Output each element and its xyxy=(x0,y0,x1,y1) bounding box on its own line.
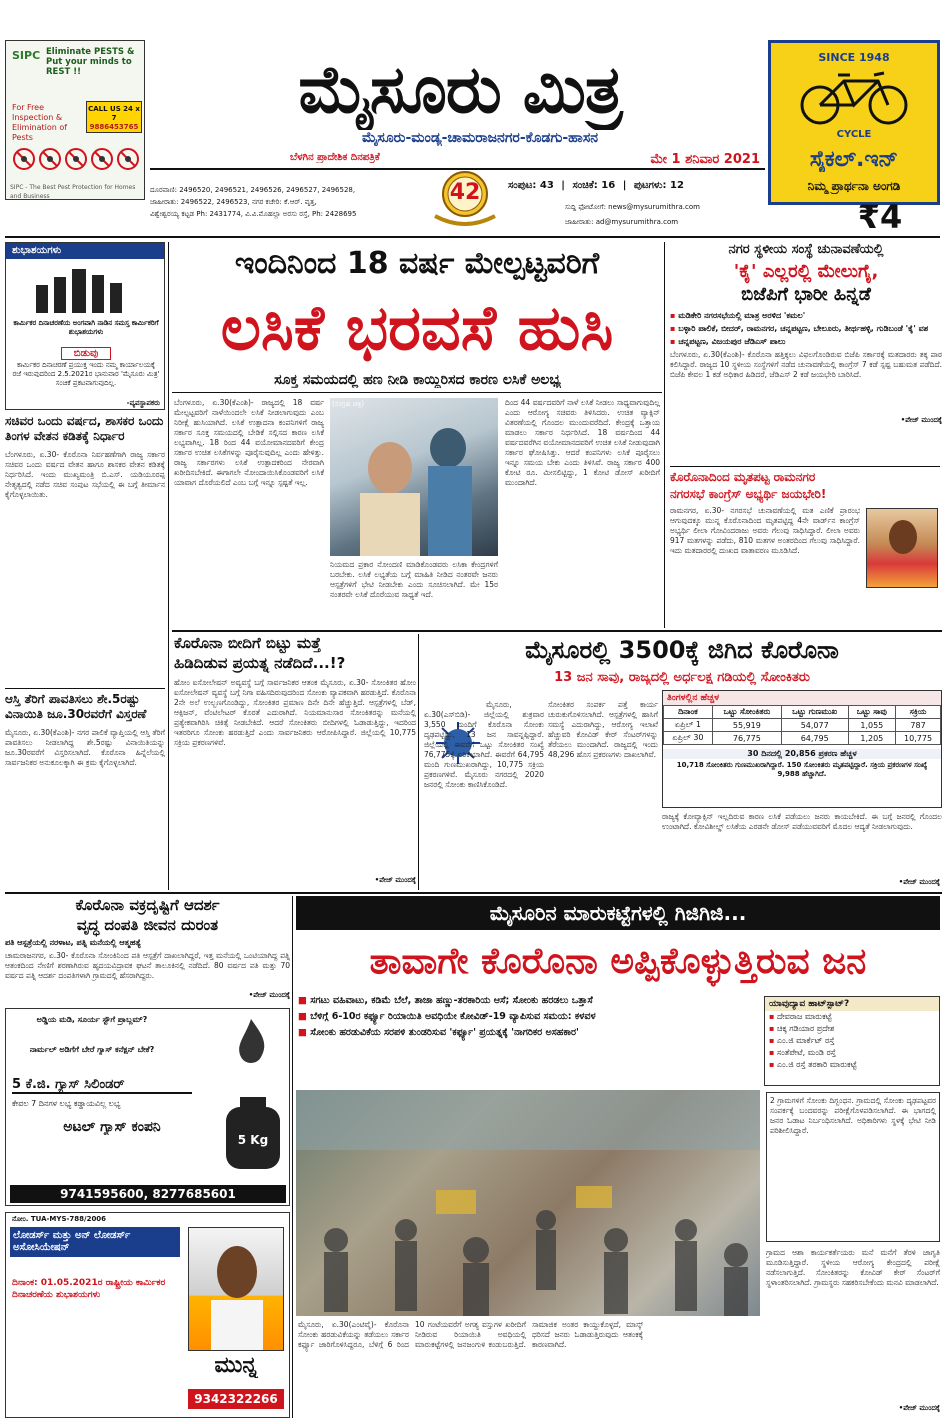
pest-ad-offer: For Free Inspection & Elimination of Pests xyxy=(12,103,68,142)
pest-ad-brand: SIPC xyxy=(12,49,41,62)
mysuru-3500-body-2: ಸೋಂಕಿತರ ಸಂಪರ್ಕ ಪತ್ತೆ ಕಾರ್ಯ ಚುರುಕುಗೊಳಿಸಲಾಗಿದೆ. ಆಸ್ಪತ್ರೆಗಳಲ್ಲಿ ಹಾಸಿಗೆ ಸಮಸ್ಯೆ ಎದುರಾಗಿದ್ದು, ಆರೋಗ್ಯ ಇಲಾಖೆ ಹೆಚ್ಚುವರಿ ಕೋವಿಡ್ ಕೇರ್ ಸೆಂಟರ್‌ಗಳನ್ನು ತೆರೆಯಲು ಮುಂದಾಗಿದೆ. ರಾಜ್ಯದಲ್ಲಿ ಇಂದು 48,296 ಹೊಸ ಪ್ರಕರಣಗಳು ದಾಖಲಾಗಿವೆ. xyxy=(548,700,658,759)
property-tax-body: ಮೈಸೂರು, ಏ.30(ಕೆಎಂಶಿ)- ನಗರ ಪಾಲಿಕೆ ವ್ಯಾಪ್ತಿಯಲ್ಲಿ ಆಸ್ತಿ ತೆರಿಗೆ ಪಾವತಿಸಲು ನೀಡಲಾಗಿದ್ದ ಶೇ.5ರಷ್ಟು ವಿನಾಯಿತಿಯನ್ನು ಜೂ.30ರವರೆಗೆ ವಿಸ್ತರಿಸಲಾಗಿದೆ. ಕೊರೊನಾ ಹಿನ್ನೆಲೆಯಲ್ಲಿ ಸಾರ್ವಜನಿಕರ ಅನುಕೂಲಕ್ಕಾಗಿ ಈ ಕ್ರಮ ಕೈಗೊಳ್ಳಲಾಗಿದೆ. xyxy=(5,728,165,767)
minister-salary-headline: ಸಚಿವರ ಒಂದು ವರ್ಷದ, ಶಾಸಕರ ಒಂದು ತಿಂಗಳ ವೇತನ ಕಡಿತಕ್ಕೆ ನಿರ್ಧಾರ xyxy=(5,414,164,443)
market-banner: ಮೈಸೂರಿನ ಮಾರುಕಟ್ಟೆಗಳಲ್ಲಿ ಗಿಜಿಗಿಜಿ... xyxy=(296,896,940,930)
cases-table-header: ಸಕ್ರಿಯ xyxy=(896,706,941,719)
market-crowd-photo xyxy=(296,1090,760,1316)
local-election-story xyxy=(670,242,942,464)
greetings-label: ಶುಭಾಶಯಗಳು xyxy=(6,243,165,259)
issue-date: ಮೇ 1 ಶನಿವಾರ 2021 xyxy=(650,152,760,167)
gas-ad-q2: ನಾರ್ಮಲ್ ಅಡಿಗೆಗೆ ಬೇರೆ ಗ್ಯಾಸ್ ಕನೆಕ್ಷನ್ ಬೇಕೆ? xyxy=(29,1045,155,1054)
home-isolation-headline-2: ಹಿಡಿದಿಡುವ ಪ್ರಯತ್ನ ನಡೆದಿದೆ...!? xyxy=(174,654,346,672)
raised-fists-icon xyxy=(26,265,146,315)
candidate-portrait xyxy=(867,509,938,588)
candidate-photo xyxy=(866,508,938,588)
loaders-ad[interactable] xyxy=(5,1212,290,1418)
market-bullet: ■ ಸೋಂಕು ಹರಡುವಿಕೆಯ ಸರಪಳಿ ತುಂಡರಿಸುವ 'ಕರ್ಫ್ಯೂ' ಪ್ರಯತ್ನಕ್ಕೆ 'ನಾಗರಿಕರ ಅಸಹಕಾರ' xyxy=(298,1028,760,1038)
bottom-left-rule xyxy=(292,896,293,1418)
elderly-couple-story xyxy=(5,896,290,1006)
election-headline-2: ಬಿಜೆಪಿಗೆ ಭಾರೀ ಹಿನ್ನಡೆ xyxy=(741,284,871,305)
home-isolation-body: ಹೋಂ ಐಸೋಲೇಷನ್ ಅವ್ಯವಸ್ಥೆ ಬಗ್ಗೆ ಸಾರ್ವಜನಿಕರ ಆತಂಕ ಮೈಸೂರು, ಏ.30- ಸೋಂಕಿತರ ಹೋಂ ಐಸೋಲೇಷನ್ ವ್ಯವಸ್ಥೆ ಬಗ್ಗೆ ನಿಗಾ ವಹಿಸದಿರುವುದರಿಂದ ಸೋಂಕು ವ್ಯಾಪಕವಾಗಿ ಹರಡುತ್ತಿದೆ. ಕೊರೊನಾ 2ನೇ ಅಲೆ ಉಲ್ಬಣಗೊಂಡಿದ್ದು, ಸೋಂಕಿತರ ಪ್ರಮಾಣ ದಿನೇ ದಿನೇ ಹೆಚ್ಚುತ್ತಿದೆ. ಆಸ್ಪತ್ರೆಗಳಲ್ಲಿ ಬೆಡ್, ಆಕ್ಸಿಜನ್, ವೆಂಟಿಲೇಟರ್ ಕೊರತೆ ಎದುರಾಗಿದೆ. ನಿಯಮಾನುಸಾರ ಸೋಂಕಿತರನ್ನು ಮನೆಯಲ್ಲಿ ಪ್ರತ್ಯೇಕವಾಗಿರಿಸಿ ಚಿಕಿತ್ಸೆ ನೀಡಬೇಕಿದೆ. ಆದರೆ ಸೋಂಕಿತರು ಬೀದಿಗಳಲ್ಲಿ ಓಡಾಡುತ್ತಿದ್ದು, ಇದರಿಂದ ಇತರರಿಗೂ ಸೋಂಕು ಹರಡುತ್ತಿದೆ ಎಂದು ಸಾರ್ವಜನಿಕರು ಆರೋಪಿಸಿದ್ದಾರೆ. ಜಿಲ್ಲೆಯಲ್ಲಿ 10,775 ಸಕ್ರಿಯ ಪ್ರಕರಣಗಳಿವೆ. xyxy=(174,678,416,747)
bicycle-icon xyxy=(794,67,914,127)
lead-deck-rule xyxy=(172,392,662,393)
loaders-body: ದಿನಾಂಕ: 01.05.2021ರ ರಾಷ್ಟ್ರೀಯ ಕಾರ್ಮಿಕರ ದಿನಾಚರಣೆಯ ಶುಭಾಶಯಗಳು xyxy=(12,1278,166,1300)
couple-headline-2: ವೃದ್ಧ ದಂಪತಿ ಜೀವನ ದುರಂತ xyxy=(76,916,219,934)
table-cell: 1,055 xyxy=(848,719,896,732)
pest-ad-headline: Eliminate PESTS & Put your minds to REST !! xyxy=(46,47,135,77)
cases-table-header: ಒಟ್ಟು ಸಾವು xyxy=(848,706,896,719)
market-continued[interactable]: •ಪೇಜ್ ಮುಂದಕ್ಕೆ xyxy=(898,1404,940,1412)
loaders-portrait xyxy=(188,1227,284,1351)
contact-phones-2: ಜಾಹೀರಾತು: 2496522, 2496523, ನಗರ ಕಚೇರಿ: ಕೆ.ಆರ್. ವೃತ್ತ, xyxy=(150,198,317,206)
couple-continued[interactable]: •ಪೇಜ್ ಮುಂದಕ್ಕೆ xyxy=(248,991,290,999)
market-bullet: ■ ಸಗಟು ವಹಿವಾಟು, ಕಡಿಮೆ ಬೆಲೆ, ತಾಜಾ ಹಣ್ಣು-ತರಕಾರಿಯ ಆಸೆ; ಸೋಂಕು ಹರಡಲು ಒತ್ತಾಸೆ xyxy=(298,996,760,1006)
election-bullet: ▪ ಚನ್ನಪಟ್ಟಣ, ವಿಜಯಪುರ ಜೆಡಿಎಸ್ ಪಾಲು xyxy=(670,337,942,347)
holiday-text: ಕಾರ್ಮಿಕರ ದಿನಾಚರಣೆ ಪ್ರಯುಕ್ತ ಇಂದು ನಮ್ಮ ಕಾರ್ಯಾಲಯಕ್ಕೆ ರಜೆ ಇರುವುದರಿಂದ 2.5.2021ರ ಭಾನುವಾರ 'ಮೈಸೂರು ಮಿತ್ರ' ಸಂಚಿಕೆ ಪ್ರಕಟವಾಗುವುದಿಲ್ಲ. xyxy=(12,361,160,387)
right-top-rule xyxy=(670,466,940,467)
lead-body-col1: ಬೆಂಗಳೂರು, ಏ.30(ಕೆಎಂಶಿ)- ರಾಜ್ಯದಲ್ಲಿ 18 ವರ್ಷ ಮೇಲ್ಪಟ್ಟವರಿಗೆ ನಾಳೆಯಿಂದಲೇ ಲಸಿಕೆ ನೀಡಲಾಗುವುದು ಎಂಬ ನಿರೀಕ್ಷೆ ಹುಸಿಯಾಗಿದೆ. ಲಸಿಕೆ ಉತ್ಪಾದನಾ ಕಂಪನಿಗಳಿಗೆ ರಾಜ್ಯ ಸರ್ಕಾರ ಸೂಕ್ತ ಸಮಯದಲ್ಲಿ ಬೇಡಿಕೆ ಸಲ್ಲಿಸದ ಕಾರಣ ಲಸಿಕೆ ಲಭ್ಯವಾಗಿಲ್ಲ. 18 ರಿಂದ 44 ವಯೋಮಾನದವರಿಗೆ ಕೇಂದ್ರ ಸರ್ಕಾರ ಉಚಿತ ಲಸಿಕೆಗಳನ್ನು ಪೂರೈಸುವುದಿಲ್ಲ ಎಂದು ಹೇಳಿತ್ತು. ರಾಜ್ಯ ಸರ್ಕಾರಗಳು ಲಸಿಕೆ ಉತ್ಪಾದಕರಿಂದ ನೇರವಾಗಿ ಖರೀದಿಸಬೇಕಿದೆ. ಈಗಾಗಲೇ ನೋಂದಾಯಿಸಿಕೊಂಡವರಿಗೆ ಲಸಿಕೆ ಯಾವಾಗ ದೊರೆಯಲಿದೆ ಎಂಬ ಬಗ್ಗೆ ಇನ್ನೂ ಸ್ಪಷ್ಟತೆ ಇಲ್ಲ. xyxy=(174,398,324,487)
property-tax-headline: ಆಸ್ತಿ ತೆರಿಗೆ ಪಾವತಿಸಲು ಶೇ.5ರಷ್ಟು ವಿನಾಯಿತಿ ಜೂ.30ರವರೆಗೆ ವಿಸ್ತರಣೆ xyxy=(5,692,147,721)
mysuru-3500-body: ಮೈಸೂರು, ಏ.30(ಎಸ್‌ಬಿಡಿ)- ಜಿಲ್ಲೆಯಲ್ಲಿ ಶುಕ್ರವಾರ 3,550 ಮಂದಿಗೆ ಕೊರೊನಾ ಸೋಂಕು ದೃಢಪಟ್ಟಿದ್ದು, 13 ಜನ ಸಾವನ್ನಪ್ಪಿದ್ದಾರೆ. ಜಿಲ್ಲೆಯಲ್ಲಿ ಈವರೆಗೆ ಒಟ್ಟು ಸೋಂಕಿತರ ಸಂಖ್ಯೆ 76,775ಕ್ಕೆ ಏರಿಕೆಯಾಗಿದೆ. ಈವರೆಗೆ 64,795 ಮಂದಿ ಗುಣಮುಖರಾಗಿದ್ದು, 10,775 ಸಕ್ರಿಯ ಪ್ರಕರಣಗಳಿವೆ. ಮೈಸೂರು ನಗರದಲ್ಲಿ 2020 ಜನರಲ್ಲಿ ಸೋಂಕು ಕಾಣಿಸಿಕೊಂಡಿದೆ. xyxy=(424,700,544,789)
mid-divider xyxy=(172,630,942,632)
hotspot-item: ▪ ಸಂತೆಪೇಟೆ, ಮಂಡಿ ರಸ್ತೆ xyxy=(765,1047,939,1059)
hotspot-item: ▪ ಚಿಕ್ಕ ಗಡಿಯಾರ ಪ್ರದೇಶ xyxy=(765,1023,939,1035)
loaders-title: ಲೋಡರ್ಸ್ ಮತ್ತು ಅನ್ ಲೋಡರ್ಸ್ ಅಸೋಸಿಯೇಷನ್ xyxy=(10,1227,180,1257)
table-cell: 76,775 xyxy=(712,732,781,745)
lower-divider xyxy=(5,892,942,894)
mysuru-3500-headline: ಮೈಸೂರಲ್ಲಿ 3500ಕ್ಕೆ ಜಿಗಿದ ಕೊರೊನಾ xyxy=(525,636,839,664)
property-tax-story xyxy=(5,692,165,892)
home-isolation-headline-1: ಕೊರೊನಾ ಬೀದಿಗೆ ಬಿಟ್ಟು ಮತ್ತೆ xyxy=(174,634,321,652)
news-email[interactable]: ಸುದ್ದಿ ಫೋಟೋಗೆ: news@mysurumithra.com xyxy=(565,203,700,211)
gas-ad-offer2: ಕೇವಲ 7 ದಿನಗಳ ಲಭ್ಯ ಕಡ್ಡಾಯವಿಲ್ಲ ಲಭ್ಯ xyxy=(12,1099,121,1108)
table-row xyxy=(664,732,941,745)
pest-ad[interactable] xyxy=(5,40,145,200)
vaccination-photo xyxy=(330,398,498,556)
cycle-since: SINCE 1948 xyxy=(818,51,890,64)
issue-volume: ಸಂಪುಟ: 43 xyxy=(508,180,554,191)
cases-summary-1: 30 ದಿನದಲ್ಲಿ 20,856 ಪ್ರಕರಣ ಹೆಚ್ಚಳ xyxy=(663,749,941,759)
cycle-label: CYCLE xyxy=(836,129,872,140)
mysuru-3500-continued[interactable]: •ಪೇಜ್ ಮುಂದಕ್ಕೆ xyxy=(898,878,940,886)
minister-salary-story xyxy=(5,414,165,684)
table-cell: 1,205 xyxy=(848,732,896,745)
hotspot-box xyxy=(764,996,940,1086)
election-bullets xyxy=(670,311,942,347)
loaders-regno: ನೋಂ. TUA-MYS-788/2006 xyxy=(12,1215,107,1223)
center-column-rule xyxy=(418,634,419,890)
lead-kicker: ಇಂದಿನಿಂದ 18 ವರ್ಷ ಮೇಲ್ಪಟ್ಟವರಿಗೆ xyxy=(234,246,600,281)
contact-block xyxy=(150,186,425,236)
table-cell: 55,919 xyxy=(712,719,781,732)
gas-ad-phones[interactable]: 9741595600, 8277685601 xyxy=(10,1185,286,1203)
lead-deck: ಸೂಕ್ತ ಸಮಯದಲ್ಲಿ ಹಣ ನೀಡಿ ಕಾಯ್ದಿರಿಸದ ಕಾರಣ ಲಸಿಕೆ ಅಲಭ್ಯ xyxy=(274,372,561,388)
market-side-body-1: 2 ಗ್ರಾಮಗಳಿಗೆ ಸೋಂಕು ದಿಗ್ಬಂಧನ. ಗ್ರಾಮದಲ್ಲಿ ಸೋಂಕು ದೃಢಪಟ್ಟವರ ಸಂಪರ್ಕಕ್ಕೆ ಬಂದವರನ್ನು ಪರೀಕ್ಷೆಗೊಳಪಡಿಸಲಾಗಿದೆ. ಈ ಭಾಗದಲ್ಲಿ ಜನರ ಓಡಾಟ ನಿರ್ಬಂಧಿಸಲಾಗಿದೆ. ಅಧಿಕಾರಿಗಳು ಸ್ಥಳಕ್ಕೆ ಭೇಟಿ ನೀಡಿ ಪರಿಶೀಲಿಸಿದ್ದಾರೆ. xyxy=(766,1092,940,1242)
cases-table xyxy=(663,705,941,745)
table-row xyxy=(664,719,941,732)
table-cell: 10,775 xyxy=(896,732,941,745)
sidebar-rule xyxy=(5,688,165,689)
cycle-tagline: ನಿಮ್ಮ ಪ್ರಾರ್ಥನಾ ಅಂಗಡಿ xyxy=(807,179,901,193)
greetings-box xyxy=(5,242,165,410)
ramanagara-body: ರಾಮನಗರ, ಏ.30- ನಗರಸಭೆ ಚುನಾವಣೆಯಲ್ಲಿ ಮತ ಎಣಿಕೆ ಪ್ರಾರಂಭ ಆಗುವುದಕ್ಕೂ ಮುನ್ನ ಕೊರೊನಾದಿಂದ ಮೃತಪಟ್ಟಿದ್ದ 4ನೇ ವಾರ್ಡ್‌ನ ಕಾಂಗ್ರೆಸ್ ಅಭ್ಯರ್ಥಿ ಲೀಲಾ ಗೋವಿಂದರಾಜು ಅವರು ಗೆಲುವು ಸಾಧಿಸಿದ್ದಾರೆ. ಲೀಲಾ ಅವರು 917 ಮತಗಳನ್ನು ಪಡೆದು, 810 ಮತಗಳ ಅಂತರದಿಂದ ಗೆಲುವು ಸಾಧಿಸಿದ್ದಾರೆ. ಇದು ಮತದಾರರಲ್ಲಿ ದುಃಖದ ವಾತಾವರಣ ಮೂಡಿಸಿದೆ. xyxy=(670,506,860,555)
couple-body: ಚಾಮರಾಜನಗರ, ಏ.30- ಕೊರೊನಾ ಸೋಂಕಿನಿಂದ ಪತಿ ಆಸ್ಪತ್ರೆಗೆ ದಾಖಲಾಗಿದ್ದರೆ, ಇತ್ತ ಮನೆಯಲ್ಲಿ ಒಂಟಿಯಾಗಿದ್ದ ಪತ್ನಿ ಆತಂಕದಿಂದ ನೇಣಿಗೆ ಶರಣಾಗಿರುವ ಹೃದಯವಿದ್ರಾವಕ ಘಟನೆ ತಾಲೂಕಿನಲ್ಲಿ ನಡೆದಿದೆ. 80 ವರ್ಷದ ಪತಿ ಮತ್ತು 70 ವರ್ಷದ ಪತ್ನಿ ಆದರ್ಶ ದಂಪತಿಗಳಾಗಿ ಗ್ರಾಮದಲ್ಲಿ ಹೆಸರಾಗಿದ್ದರು. xyxy=(5,951,290,980)
greetings-text: ಕಾರ್ಮಿಕರ ದಿನಾಚರಣೆಯ ಅಂಗವಾಗಿ ನಾಡಿನ ಸಮಸ್ತ ಕಾರ್ಮಿಕರಿಗೆ ಶುಭಾಶಯಗಳು xyxy=(13,319,159,336)
election-kicker: ನಗರ ಸ್ಥಳೀಯ ಸಂಸ್ಥೆ ಚುನಾವಣೆಯಲ್ಲಿ xyxy=(728,242,884,257)
issue-info: ಸಂಪುಟ: 43 | ಸಂಚಿಕೆ: 16 | ಪುಟಗಳು: 12 xyxy=(508,180,684,191)
market-side-body-2: ಗ್ರಾಮದ ಆಶಾ ಕಾರ್ಯಕರ್ತೆಯರು ಮನೆ ಮನೆಗೆ ತೆರಳಿ ಜಾಗೃತಿ ಮೂಡಿಸುತ್ತಿದ್ದಾರೆ. ಸ್ಥಳೀಯ ಆರೋಗ್ಯ ಕೇಂದ್ರದಲ್ಲಿ ಪರೀಕ್ಷೆ ನಡೆಸಲಾಗುತ್ತಿದೆ. ಸೋಂಕಿತರನ್ನು ಕೋವಿಡ್ ಕೇರ್ ಸೆಂಟರ್‌ಗೆ ಸ್ಥಳಾಂತರಿಸಲಾಗಿದೆ. ಗ್ರಾಮಸ್ಥರು ಸಹಕರಿಸಬೇಕೆಂದು ಮನವಿ ಮಾಡಲಾಗಿದೆ. xyxy=(766,1248,940,1287)
cycle-ad[interactable] xyxy=(768,40,940,205)
table-cell: ಏಪ್ರಿಲ್ 30 xyxy=(664,732,713,745)
hotspot-item: ▪ ದೇವರಾಜ ಮಾರುಕಟ್ಟೆ xyxy=(765,1011,939,1023)
newspaper-title: ಮೈಸೂರು ಮಿತ್ರ xyxy=(298,51,622,128)
vaccination-figures xyxy=(330,398,498,556)
minister-salary-body: ಬೆಂಗಳೂರು, ಏ.30- ಕೊರೊನಾ ನಿರ್ವಹಣೆಗಾಗಿ ರಾಜ್ಯ ಸರ್ಕಾರ ಸಚಿವರ ಒಂದು ವರ್ಷದ ವೇತನ ಹಾಗೂ ಶಾಸಕರ ವೇತನ ಕಡಿತಕ್ಕೆ ನಿರ್ಧರಿಸಿದೆ. ಇಂದು ಮುಖ್ಯಮಂತ್ರಿ ಬಿ.ಎಸ್. ಯಡಿಯೂರಪ್ಪ ನೇತೃತ್ವದಲ್ಲಿ ನಡೆದ ಸಚಿವ ಸಂಪುಟ ಸಭೆಯಲ್ಲಿ ಈ ಬಗ್ಗೆ ತೀರ್ಮಾನ ಕೈಗೊಳ್ಳಲಾಯಿತು. xyxy=(5,450,165,499)
issue-number: ಸಂಚಿಕೆ: 16 xyxy=(572,180,616,191)
pest-ad-phone: 9886453765 xyxy=(89,123,139,131)
contact-phones-3: ವಿಶ್ವೇಶ್ವರಯ್ಯ ಕಟ್ಟಡ Ph: 2431774, ವಿ.ವಿ.ಮೊಹಲ್ಲಾ ಅರಸು ರಸ್ತೆ, Ph: 2428695 xyxy=(150,210,357,218)
pest-icons xyxy=(12,141,142,177)
left-column-rule xyxy=(168,242,169,890)
market-headline: ತಾವಾಗೇ ಕೊರೊನಾ ಅಪ್ಪಿಕೊಳ್ಳುತ್ತಿರುವ ಜನ xyxy=(369,941,867,982)
table-cell: 787 xyxy=(896,719,941,732)
newspaper-tagline: ಬೆಳಗಿನ ಪ್ರಾದೇಶಿಕ ದಿನಪತ್ರಿಕೆ xyxy=(290,152,380,163)
holiday-sign: -ವ್ಯವಸ್ಥಾಪಕರು xyxy=(126,399,160,407)
gas-ad[interactable] xyxy=(5,1008,290,1206)
gas-ad-q1: ಅಡ್ಡಿಯ ಮಡಿ, ಸೂರ್ಯ ಸ್ಟೌಗೆ ಪ್ರಾಬ್ಲಮ್? xyxy=(36,1015,148,1024)
gas-ad-offer: 5 ಕೆ.ಜಿ. ಗ್ಯಾಸ್ ಸಿಲಿಂಡರ್ xyxy=(12,1077,192,1094)
market-bullets xyxy=(298,996,760,1086)
hotspot-item: ▪ ಎಂ.ಜಿ ಮಾರ್ಕೆಟ್ ರಸ್ತೆ xyxy=(765,1035,939,1047)
election-bullet: ▪ ಮಡಿಕೇರಿ ನಗರಸಭೆಯಲ್ಲಿ ಮಾತ್ರ ಅರಳಿದ 'ಕಮಲ' xyxy=(670,311,942,321)
home-isolation-continued[interactable]: •ಪೇಜ್ ಮುಂದಕ್ಕೆ xyxy=(374,876,416,884)
election-body: ಬೆಂಗಳೂರು, ಏ.30(ಕೆಎಂಶಿ)- ಕೊರೊನಾ ಹತ್ತಿಕ್ಕಲು ವಿಫಲಗೊಂಡಿರುವ ಬಿಜೆಪಿ ಸರ್ಕಾರಕ್ಕೆ ಮತದಾರರು ತಕ್ಕ ಪಾಠ ಕಲಿಸಿದ್ದಾರೆ. ರಾಜ್ಯದ 10 ಸ್ಥಳೀಯ ಸಂಸ್ಥೆಗಳಿಗೆ ನಡೆದ ಚುನಾವಣೆಯಲ್ಲಿ ಕಾಂಗ್ರೆಸ್ 7 ಕಡೆ ಸ್ಪಷ್ಟ ಬಹುಮತ ಪಡೆದಿದೆ. ಬಿಜೆಪಿ ಕೇವಲ 1 ಕಡೆ ಅಧಿಕಾರ ಹಿಡಿದರೆ, ಜೆಡಿಎಸ್ 2 ಕಡೆ ಜಯಭೇರಿ ಬಾರಿಸಿದೆ. xyxy=(670,350,942,379)
loaders-phone[interactable]: 9342322266 xyxy=(188,1389,284,1409)
cases-table-header: ಒಟ್ಟು ಸೋಂಕಿತರು xyxy=(712,706,781,719)
cycle-brand: ಸೈಕಲ್.ಇನ್ xyxy=(809,147,899,172)
ramanagara-headline-2: ನಗರಸಭೆ ಕಾಂಗ್ರೆಸ್ ಅಭ್ಯರ್ಥಿ ಜಯಭೇರಿ! xyxy=(670,487,827,501)
holiday-label: ಬಿಡುವು xyxy=(61,347,111,360)
lead-headline: ಲಸಿಕೆ ಭರವಸೆ ಹುಸಿ xyxy=(220,291,614,364)
photo-credit: (ಸಂಗ್ರಹ ಚಿತ್ರ) xyxy=(332,400,365,408)
hotspot-item: ▪ ಎಂ.ಜಿ ರಸ್ತೆ ತರಕಾರಿ ಮಾರುಕಟ್ಟೆ xyxy=(765,1059,939,1071)
table-cell: ಏಪ್ರಿಲ್ 1 xyxy=(664,719,713,732)
anniversary-emblem xyxy=(425,166,505,228)
election-continued[interactable]: •ಪೇಜ್ ಮುಂದಕ್ಕೆ xyxy=(900,416,942,424)
loaders-person-portrait xyxy=(189,1228,284,1351)
table-cell: 64,795 xyxy=(781,732,848,745)
masthead-bottom-rule xyxy=(5,236,940,238)
price: ₹4 xyxy=(857,198,903,236)
cases-table-box xyxy=(662,690,942,808)
gas-cylinder-label: 5 Kg xyxy=(237,1133,269,1147)
lead-right-rule xyxy=(664,242,665,628)
market-bullet: ■ ಬೆಳಿಗ್ಗೆ 6-10ರ ಕರ್ಫ್ಯೂ ರಿಯಾಯಿತಿ ಅವಧಿಯೇ ಕೋವಿಡ್-19 ವ್ಯಾಪಿಸುವ ಸಮಯ: ಕಳವಳ xyxy=(298,1012,760,1022)
gas-ad-dealer: ಅಟಲ್ ಗ್ಯಾಸ್ ಕಂಪನಿ xyxy=(63,1119,161,1135)
cases-table-header: ದಿನಾಂಕ xyxy=(664,706,713,719)
election-bullet: ▪ ಬಳ್ಳಾರಿ ಪಾಲಿಕೆ, ಬೀದರ್, ರಾಮನಗರ, ಚನ್ನಪಟ್ಟಣ, ಬೇಲೂರು, ತೀರ್ಥಹಳ್ಳಿ, ಗುಡಿಬಂಡೆ 'ಕೈ' ವಶ xyxy=(670,324,942,334)
lead-body-col3: ನಿಯಮದ ಪ್ರಕಾರ ನೋಂದಣಿ ಮಾಡಿಕೊಂಡವರು ಲಸಿಕಾ ಕೇಂದ್ರಗಳಿಗೆ ಬರಬೇಕು. ಲಸಿಕೆ ಲಭ್ಯತೆಯ ಬಗ್ಗೆ ಮಾಹಿತಿ ನೀಡಿದ ನಂತರವೇ ಜನರು ಆಸ್ಪತ್ರೆಗಳಿಗೆ ಭೇಟಿ ನೀಡಬೇಕು ಎಂದು ಸೂಚಿಸಲಾಗಿದೆ. ಮೇ 15ರ ನಂತರವೇ ಲಸಿಕೆ ದೊರೆಯುವ ಸಾಧ್ಯತೆ ಇದೆ. xyxy=(330,560,498,599)
issue-pages: ಪುಟಗಳು: 12 xyxy=(633,180,684,191)
ad-email[interactable]: ಜಾಹೀರಾತು: ad@mysurumithra.com xyxy=(565,218,679,226)
ramanagara-story xyxy=(670,470,942,628)
no-pest-icon xyxy=(12,141,142,177)
couple-headline-1: ಕೊರೊನಾ ವಕ್ರದೃಷ್ಟಿಗೆ ಆದರ್ಶ xyxy=(75,896,220,914)
market-body: ಮೈಸೂರು, ಏ.30(ಎಂಟಿವೈ)- ಕೊರೊನಾ ಸೋಂಕು ಹರಡುವಿಕೆಯನ್ನು ತಡೆಯಲು ಸರ್ಕಾರ ಕರ್ಫ್ಯೂ ಜಾರಿಗೊಳಿಸಿದ್ದರೂ, ಬೆಳಿಗ್ಗೆ 6 ರಿಂದ 10 ಗಂಟೆಯವರೆಗೆ ಅಗತ್ಯ ವಸ್ತುಗಳ ಖರೀದಿಗೆ ನೀಡಿರುವ ರಿಯಾಯಿತಿ ಅವಧಿಯಲ್ಲಿ ಮಾರುಕಟ್ಟೆಗಳಲ್ಲಿ ಜನಜಂಗುಳಿ ಕಂಡುಬರುತ್ತಿದೆ. ಸಾಮಾಜಿಕ ಅಂತರ ಕಾಯ್ದುಕೊಳ್ಳದೆ, ಮಾಸ್ಕ್ ಧರಿಸದೆ ಜನರು ಓಡಾಡುತ್ತಿರುವುದು ಆತಂಕಕ್ಕೆ ಕಾರಣವಾಗಿದೆ. xyxy=(298,1320,643,1349)
cases-summary-2: 10,718 ಸೋಂಕಿತರು ಗುಣಮುಖರಾಗಿದ್ದಾರೆ. 150 ಸೋಂಕಿತರು ಮೃತಪಟ್ಟಿದ್ದಾರೆ. ಸಕ್ರಿಯ ಪ್ರಕರಣಗಳ ಸಂಖ್ಯೆ 9,988 ಹೆಚ್ಚಾಗಿದೆ. xyxy=(676,761,928,778)
newspaper-regions: ಮೈಸೂರು-ಮಂಡ್ಯ-ಚಾಮರಾಜನಗರ-ಕೊಡಗು-ಹಾಸನ xyxy=(361,130,599,146)
hotspot-title: ಯಾವುದ್ಯಾವ ಹಾಟ್‌ಸ್ಪಾಟ್? xyxy=(765,997,939,1011)
ramanagara-headline-1: ಕೊರೊನಾದಿಂದ ಮೃತಪಟ್ಟ ರಾಮನಗರ xyxy=(670,470,816,484)
pest-ad-call: CALL US 24 x 7 xyxy=(88,105,140,122)
table-cell: 54,077 xyxy=(781,719,848,732)
contact-phones-1: ದೂರವಾಣಿ: 2496520, 2496521, 2496526, 2496527, 2496528, xyxy=(150,186,356,194)
home-isolation-story xyxy=(174,634,416,892)
anniversary-number: 42 xyxy=(449,180,481,205)
pest-ad-footer: SIPC - The Best Pest Protection for Homes and Business xyxy=(10,184,136,200)
election-headline-1: 'ಕೈ' ಎಲ್ಲರಲ್ಲಿ ಮೇಲುಗೈ, xyxy=(733,261,879,282)
mysuru-3500-body-3: ರಾಜ್ಯಕ್ಕೆ ಕೋವ್ಯಾಕ್ಸಿನ್ ಇಲ್ಲದಿರುವ ಕಾರಣ ಲಸಿಕೆ ಪಡೆಯಲು ಜನರು ಕಾಯಬೇಕಿದೆ. ಈ ಬಗ್ಗೆ ಜನರಲ್ಲಿ ಗೊಂದಲ ಉಂಟಾಗಿದೆ. ಕೋವಿಶೀಲ್ಡ್ ಲಸಿಕೆಯ ಎರಡನೇ ಡೋಸ್ ಪಡೆಯುವವರಿಗೆ ಮೊದಲ ಆದ್ಯತೆ ನೀಡಲಾಗುವುದು. xyxy=(662,812,942,831)
lead-body-col2: ದಿಂದ 44 ವರ್ಷದವರಿಗೆ ನಾಳೆ ಲಸಿಕೆ ನೀಡಲು ಸಾಧ್ಯವಾಗುವುದಿಲ್ಲ ಎಂದು ಆರೋಗ್ಯ ಸಚಿವರು ತಿಳಿಸಿದರು. ಉಚಿತ ವ್ಯಾಕ್ಸಿನ್ ವಿತರಣೆಯಲ್ಲಿ ಗೊಂದಲ ಮುಂದುವರೆದಿದೆ. ಕೇಂದ್ರಕ್ಕೆ ಒತ್ತಾಯ ಮಾಡಲು ಸರ್ಕಾರ ನಿರ್ಧರಿಸಿದೆ. 18 ವರ್ಷದಿಂದ 44 ವರ್ಷದವರೆಗಿನ ವಯೋಮಾನದವರಿಗೆ ಉಚಿತ ಲಸಿಕೆ ನೀಡುವುದಾಗಿ ಸರ್ಕಾರ ಘೋಷಿಸಿತ್ತು. ಆದರೆ ಕಂಪನಿಗಳು ಲಸಿಕೆ ಪೂರೈಸಲು ಇನ್ನೂ ಸಮಯ ಬೇಕು ಎಂದು ತಿಳಿಸಿವೆ. ರಾಜ್ಯ ಸರ್ಕಾರ 400 ಕೋಟಿ ರೂ. ಮೀಸಲಿಟ್ಟಿದ್ದು, 1 ಕೋಟಿ ಡೋಸ್ ಖರೀದಿಗೆ ಮುಂದಾಗಿದೆ. xyxy=(505,398,660,487)
mysuru-3500-subhead: 13 ಜನ ಸಾವು, ರಾಜ್ಯದಲ್ಲಿ ಅರ್ಧಲಕ್ಷ ಗಡಿಯಲ್ಲಿ ಸೋಂಕಿತರು xyxy=(554,670,810,685)
cases-table-header: ಒಟ್ಟು ಗುಣಮುಖ xyxy=(781,706,848,719)
cases-table-title: ತಿಂಗಳಲ್ಲಿನ ಹೆಚ್ಚಳ xyxy=(663,691,941,705)
flame-icon xyxy=(221,1013,281,1073)
market-crowd-figures xyxy=(296,1090,760,1316)
couple-deck: ಪತಿ ಆಸ್ಪತ್ರೆಯಲ್ಲಿ ನರಳಾಟ, ಪತ್ನಿ ಮನೆಯಲ್ಲಿ ಆತ್ಮಹತ್ಯೆ xyxy=(5,938,142,947)
pest-ad-call-box xyxy=(86,101,142,133)
loaders-name: ಮುನ್ನ xyxy=(214,1353,258,1378)
